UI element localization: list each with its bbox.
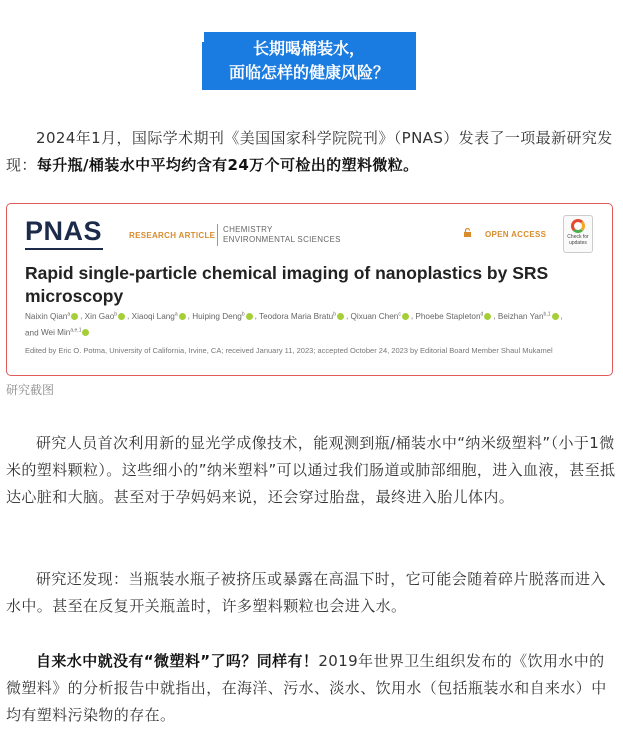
orcid-icon[interactable] [179,313,186,320]
author-entry[interactable] [41,328,92,337]
author-name: Wei Min [40,328,71,338]
paper-title: Rapid single-particle chemical imaging of nanoplastics by SRS microscopy [25,263,549,306]
author-name: Phoebe Stapleton [415,311,481,321]
author-entry[interactable] [351,312,411,321]
author-name: Huiping Deng [192,311,242,321]
author-name: Naixin Qian [25,311,68,321]
tap-water-bold: 自来水中就没有“微塑料”了吗？同样有！ [36,652,319,670]
author-affiliation: a [174,311,178,317]
orcid-icon[interactable] [337,313,344,320]
orcid-icon[interactable] [246,313,253,320]
author-list [25,307,565,340]
orcid-icon[interactable] [552,313,559,320]
subject-sections [223,225,341,245]
paragraph-squeeze-heat: 研究还发现：当瓶装水瓶子被挤压或暴露在高温下时，它可能会随着碎片脱落而进入水中。甚至在反复开关瓶盖时，许多塑料颗粒也会进入水。 [6,570,606,615]
intro-paragraph [6,125,616,179]
author-entry[interactable] [85,312,127,321]
author-affiliation: c [398,311,401,317]
header-divider [217,224,218,246]
crossmark-icon [571,219,585,233]
heading-corner-decoration [202,30,220,42]
author-separator: , [127,311,132,321]
author-affiliation: a [67,311,71,317]
paper-screenshot [6,203,613,376]
image-caption: 研究截图 [6,383,55,397]
orcid-icon[interactable] [71,313,78,320]
author-separator: , [560,311,563,321]
paragraph-nanoplastics: 研究人员首次利用新的显光学成像技术，能观测到瓶/桶装水中“纳米级塑料”（小于1微米的塑料颗粒）。这些细小的”纳米塑料”可以通过我们肠道或肺部细胞，进入血液，甚至抵达心脏和大脑。甚至对于孕妈妈来说，还会穿过胎盘，最终进入胎儿体内。 [6,434,616,506]
editor-info: Edited by Eric O. Potma, University of California, Irvine, CA; received January 11, 2023; accepted October 24, 2023 by Editorial Board Member Shaul Mukamel [25,346,553,355]
author-separator: , [410,311,416,321]
author-name: Beizhan Yan [497,311,544,321]
intro-text: 2024年1月，国际学术期刊《美国国家科学院院刊》（PNAS）发表了一项最新研究发现： [6,129,613,174]
badge-text-2: updates [569,240,587,246]
author-separator: , [493,311,498,321]
author-name: Xin Gao [84,311,115,321]
orcid-icon[interactable] [118,313,125,320]
pnas-logo: PNAS [25,216,103,246]
author-entry[interactable] [259,312,346,321]
paragraph-tap-water [6,648,616,729]
intro-bold-finding: 每升瓶/桶装水中平均约含有24万个可检出的塑料微粒。 [36,156,419,174]
author-affiliation: b [114,311,118,317]
author-separator: , [187,311,193,321]
author-name: Teodora Maria Bratu [259,311,334,321]
logo-underline [25,248,103,250]
article-heading [202,32,416,90]
author-affiliation: b [241,311,245,317]
check-for-updates-badge[interactable] [563,215,593,253]
heading-line-1: 长期喝桶装水， [252,39,365,58]
tap-water-text: 2019年世界卫生组织发布的《饮用水中的微塑料》的分析报告中就指出，在海洋、污水、淡水、饮用水（包括瓶装水和自来水）中均有塑料污染物的存在。 [6,652,607,724]
author-affiliation: b [333,311,336,317]
author-entry[interactable] [498,312,561,321]
section-environmental: ENVIRONMENTAL SCIENCES [223,235,341,244]
orcid-icon[interactable] [484,313,491,320]
section-chemistry: CHEMISTRY [223,225,273,234]
author-name: Qixuan Chen [350,311,399,321]
open-lock-icon [464,228,471,237]
author-separator: , [345,311,351,321]
orcid-icon[interactable] [82,329,89,336]
author-separator: , [80,311,85,321]
badge-text-1: Check for [567,234,589,240]
open-access-label: OPEN ACCESS [485,230,547,239]
author-entry[interactable] [132,312,188,321]
article-type: RESEARCH ARTICLE [129,231,216,240]
author-conjunction: and [25,328,41,338]
author-entry[interactable] [192,312,254,321]
author-entry[interactable] [25,312,80,321]
author-entry[interactable] [415,312,493,321]
author-affiliation: a,e,1 [70,327,82,334]
author-affiliation: d [480,311,484,317]
author-name: Xiaoqi Lang [131,311,175,321]
orcid-icon[interactable] [402,313,409,320]
author-separator: , [254,311,260,321]
author-affiliation: b,1 [543,311,551,317]
heading-line-2: 面临怎样的健康风险？ [228,63,389,82]
